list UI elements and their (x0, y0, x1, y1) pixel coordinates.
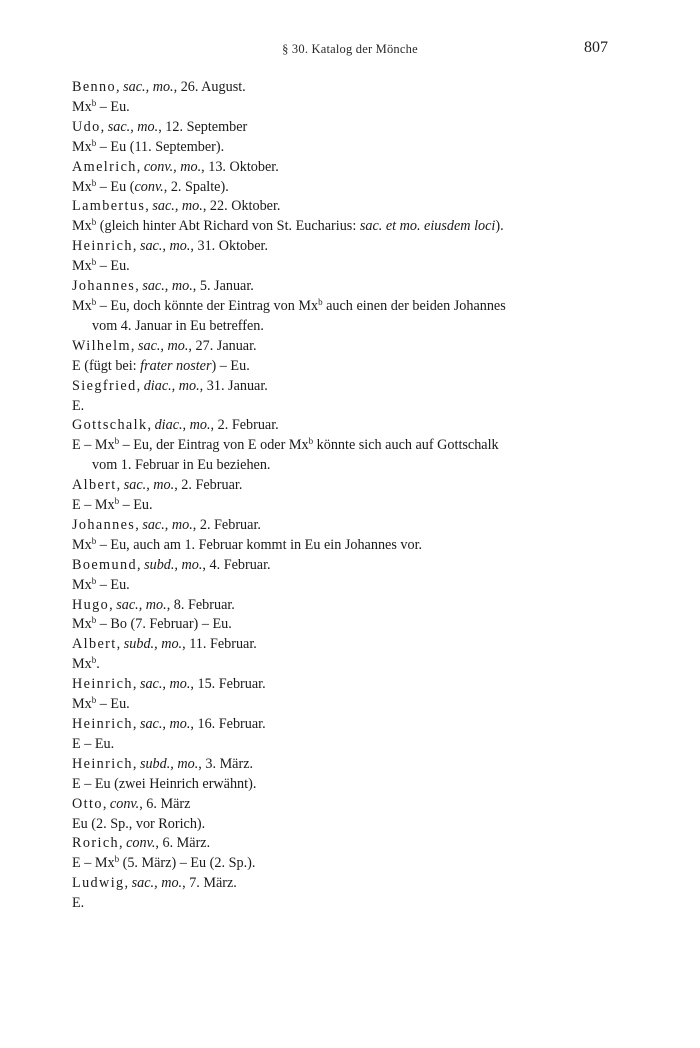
entry-line-continued (72, 317, 612, 337)
text-segment: , 7. März. (182, 875, 237, 892)
monk-name: Heinrich (72, 755, 133, 772)
superscript-text: b (91, 97, 97, 108)
entry-line (72, 715, 612, 735)
monk-name: Gottschalk (72, 417, 148, 434)
entry-line (72, 795, 612, 815)
entry-line (72, 297, 612, 317)
text-segment: , 15. Februar. (190, 676, 266, 693)
text-segment: Mx (72, 138, 92, 155)
text-segment: Mx (72, 696, 92, 713)
superscript-text: b (114, 854, 120, 865)
monk-name: Albert (72, 477, 117, 494)
text-segment: E – Mx (72, 497, 115, 514)
text-segment: , (147, 417, 155, 434)
italic-text: frater noster (140, 357, 212, 374)
text-segment: , (116, 477, 124, 494)
monk-role: sac., mo. (107, 118, 159, 135)
text-segment: , 11. Februar. (182, 636, 257, 653)
monk-role: sac., mo. (123, 477, 175, 494)
text-segment: , 4. Februar. (202, 556, 271, 573)
entry-line (72, 556, 612, 576)
entry-line (72, 815, 612, 835)
text-segment: (5. März) – Eu (2. Sp.). (119, 855, 256, 872)
text-segment: vom 1. Februar in Eu beziehen. (92, 457, 271, 474)
text-segment: Mx (72, 616, 92, 633)
monk-name: Rorich (72, 835, 120, 852)
text-segment: Mx (72, 258, 92, 275)
superscript-text: b (318, 296, 323, 307)
entry-line-continued (72, 456, 612, 476)
entry-line (72, 635, 612, 655)
text-segment: , (136, 377, 144, 394)
entry-line (72, 894, 612, 914)
text-segment: – Eu. (96, 696, 130, 713)
text-segment: Mx (72, 536, 92, 553)
text-segment: auch einen der beiden Johannes (322, 297, 506, 314)
text-segment: , 31. Januar. (199, 377, 268, 394)
monk-role: sac., mo. (142, 278, 193, 295)
text-segment: Eu (2. Sp., vor Rorich). (72, 815, 206, 832)
monk-role: diac., mo. (143, 377, 200, 394)
text-segment: , 26. August. (173, 79, 246, 95)
entry-line (72, 277, 612, 297)
text-segment: Mx (72, 178, 92, 195)
entry-line (72, 615, 612, 635)
superscript-text: b (91, 137, 97, 148)
entry-line (72, 516, 612, 536)
text-segment: , 6. März. (155, 835, 211, 852)
text-segment: E (fügt bei: (72, 357, 141, 374)
monk-role: subd., mo. (144, 556, 203, 573)
entry-line (72, 397, 612, 417)
monk-role: sac., mo. (139, 676, 191, 693)
text-segment: , 13. Oktober. (201, 158, 279, 175)
text-segment: Mx (72, 656, 92, 673)
text-segment: ) – Eu. (211, 357, 250, 374)
monk-name: Benno (72, 79, 117, 95)
monk-name: Albert (72, 636, 117, 653)
monk-role: sac., mo. (139, 238, 191, 255)
italic-text: conv. (134, 178, 164, 195)
monk-role: sac., mo. (131, 875, 183, 892)
text-segment: – Eu. (119, 497, 153, 514)
entry-line (72, 755, 612, 775)
text-segment: , (102, 795, 110, 812)
text-segment: , (132, 716, 140, 732)
superscript-text: b (114, 436, 120, 447)
superscript-text: b (91, 615, 97, 626)
entry-line (72, 377, 612, 397)
monk-name: Heinrich (72, 716, 133, 732)
text-segment: , 12. September (158, 118, 248, 135)
text-segment: ). (495, 218, 504, 235)
entry-line (72, 675, 612, 695)
text-segment: , (145, 198, 153, 215)
monk-role: sac., mo. (123, 79, 174, 95)
text-segment: , (116, 79, 124, 95)
monk-name: Heinrich (72, 676, 133, 693)
text-segment: , 2. Februar. (210, 417, 279, 434)
text-segment: , (119, 835, 127, 852)
entry-line (72, 695, 612, 715)
entry-line (72, 436, 612, 456)
entry-line (72, 496, 612, 516)
text-segment: , (135, 278, 143, 295)
superscript-text: b (91, 257, 97, 268)
text-segment: E – Eu (zwei Heinrich erwähnt). (72, 775, 257, 792)
monk-role: sac., mo. (142, 516, 193, 533)
text-segment: . (96, 656, 100, 673)
entry-line (72, 476, 612, 496)
text-segment: (gleich hinter Abt Richard von St. Eucharius: (96, 218, 360, 235)
entry-line (72, 735, 612, 755)
entry-line (72, 197, 612, 217)
superscript-text: b (91, 535, 97, 546)
text-segment: , (124, 875, 132, 892)
entry-line (72, 854, 612, 874)
text-segment: E. (72, 895, 85, 912)
superscript-text: b (91, 217, 97, 228)
text-segment: – Bo (7. Februar) – Eu. (96, 616, 232, 633)
text-segment: , (135, 516, 143, 533)
monk-name: Johannes (72, 516, 136, 533)
text-segment: , 16. Februar. (190, 716, 266, 732)
text-segment: – Eu, der Eintrag von E oder Mx (119, 437, 309, 454)
monk-name: Amelrich (72, 158, 137, 175)
entry-line (72, 98, 612, 118)
text-segment: Mx (72, 297, 92, 314)
text-segment: , (132, 755, 140, 772)
text-segment: Mx (72, 98, 92, 115)
text-segment: Mx (72, 218, 92, 235)
text-segment: , (136, 556, 145, 573)
text-segment: , 3. März. (198, 755, 254, 772)
text-segment: – Eu, auch am 1. Februar kommt in Eu ein Johannes vor. (96, 536, 423, 553)
entry-line (72, 775, 612, 795)
text-segment: , 5. Januar. (192, 278, 254, 295)
italic-text: sac. et mo. eiusdem loci (359, 218, 496, 235)
monk-role: conv. (126, 835, 156, 852)
text-segment: E – Mx (72, 855, 115, 872)
text-segment: , 31. Oktober. (190, 238, 269, 255)
monk-name: Johannes (72, 278, 136, 295)
entry-line (72, 596, 612, 616)
text-segment: könnte sich auch auf Gottschalk (313, 437, 499, 454)
text-segment: , (100, 118, 108, 135)
monk-role: sac., mo. (137, 337, 189, 354)
text-segment: – Eu, doch könnte der Eintrag von Mx (96, 297, 319, 314)
entry-line (72, 536, 612, 556)
monk-name: Wilhelm (72, 337, 131, 354)
text-segment: E. (72, 397, 85, 414)
entry-line (72, 655, 612, 675)
text-segment: , (109, 596, 117, 613)
monk-name: Lambertus (72, 198, 146, 215)
entry-line (72, 257, 612, 277)
entry-line (72, 158, 612, 178)
text-segment: , (116, 636, 124, 653)
text-segment: – Eu (11. September). (96, 138, 225, 155)
monk-name: Heinrich (72, 238, 133, 255)
text-segment: , 27. Januar. (188, 337, 257, 354)
text-segment: Mx (72, 576, 92, 593)
entry-line (72, 576, 612, 596)
superscript-text: b (91, 575, 97, 586)
text-segment: – Eu. (96, 576, 130, 593)
text-segment: , (132, 676, 140, 693)
monk-name: Hugo (72, 596, 110, 613)
monk-name: Boemund (72, 556, 137, 573)
text-segment: , 2. Februar. (174, 477, 243, 494)
text-segment: , 2. Spalte). (163, 178, 229, 195)
text-segment: , (130, 337, 138, 354)
monk-role: conv., mo. (143, 158, 202, 175)
entry-line (72, 118, 612, 138)
text-segment: vom 4. Januar in Eu betreffen. (92, 317, 264, 334)
superscript-text: b (91, 655, 97, 666)
monk-name: Siegfried (72, 377, 137, 394)
text-segment: – Eu. (96, 258, 130, 275)
entry-line (72, 874, 612, 894)
running-title: § 30. Katalog der Mönche (282, 42, 418, 56)
monk-role: sac., mo. (116, 596, 167, 613)
text-segment: , 6. März (139, 795, 191, 812)
monk-name: Otto (72, 795, 103, 812)
page-header (0, 39, 700, 62)
entry-line (72, 337, 612, 357)
monk-role: diac., mo. (154, 417, 211, 434)
catalog-entries (72, 78, 612, 914)
text-segment: E – Eu. (72, 735, 115, 752)
superscript-text: b (308, 436, 314, 447)
entry-line (72, 834, 612, 854)
superscript-text: b (91, 296, 97, 307)
text-segment: , (136, 158, 144, 175)
entry-line (72, 217, 612, 237)
superscript-text: b (91, 695, 97, 706)
monk-role: sac., mo. (152, 198, 203, 215)
page-number: 807 (584, 39, 608, 56)
entry-line (72, 78, 612, 98)
monk-role: subd., mo. (123, 636, 183, 653)
monk-name: Udo (72, 118, 101, 135)
superscript-text: b (114, 496, 120, 507)
monk-name: Ludwig (72, 875, 125, 892)
entry-line (72, 138, 612, 158)
monk-role: sac., mo. (139, 716, 191, 732)
text-segment: E – Mx (72, 437, 115, 454)
entry-line (72, 237, 612, 257)
superscript-text: b (91, 177, 97, 188)
text-segment: , 2. Februar. (192, 516, 261, 533)
entry-line (72, 416, 612, 436)
entry-line (72, 178, 612, 198)
text-segment: , 22. Oktober. (202, 198, 281, 215)
text-segment: – Eu. (96, 98, 130, 115)
monk-role: conv. (109, 795, 140, 812)
text-segment: – Eu ( (96, 178, 135, 195)
text-segment: , 8. Februar. (166, 596, 235, 613)
entry-line (72, 357, 612, 377)
monk-role: subd., mo. (139, 755, 199, 772)
text-segment: , (132, 238, 140, 255)
